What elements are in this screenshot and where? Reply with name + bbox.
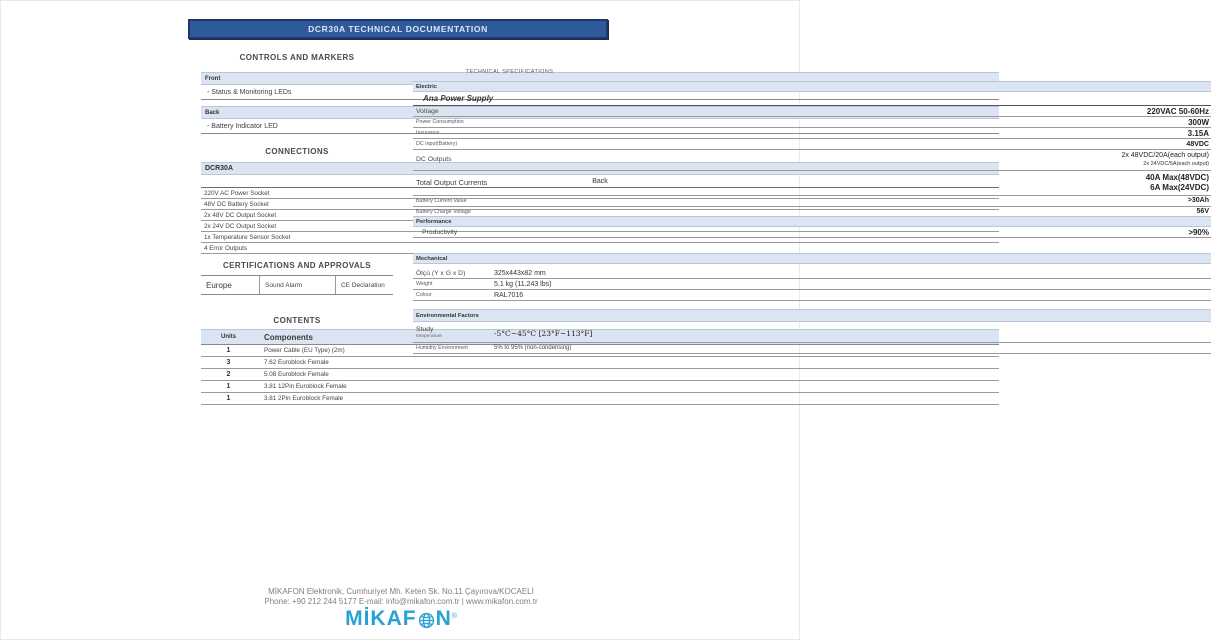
cert-item: CE Declaration <box>335 276 393 294</box>
connections-model: DCR30A <box>201 162 999 175</box>
units-column-header: Units <box>221 334 236 340</box>
cert-item: Sound Alarm <box>259 276 335 294</box>
spec-row-battery-charge-voltage: Battery Charge Voltage 56V <box>413 207 1211 218</box>
registered-mark: ® <box>451 612 457 620</box>
globe-icon <box>418 612 435 629</box>
back-header: Back <box>201 106 999 119</box>
environmental-table <box>413 309 1211 354</box>
connection-row: 4 Error Outputs <box>201 243 999 254</box>
connections-subheader: Back <box>201 175 999 188</box>
electric-header: Electric <box>413 81 1211 92</box>
contents-row: 1 3.81 2Pin Euroblock Female <box>201 393 999 405</box>
spec-row-battery-current: Battery Current Value >30Ah <box>413 196 1211 207</box>
spec-row-insurance: Insurance 3.15A <box>413 128 1211 139</box>
spec-row-temperature: Study temperature -5°C~45°C [23°F~113°F] <box>413 324 1211 343</box>
logo-text-prefix: MİKAF <box>345 607 417 630</box>
connection-row: 48V DC Battery Socket <box>201 199 999 210</box>
spec-row-dimensions: Ölçü (Y x G x D) 325x443x82 mm <box>413 268 1211 279</box>
performance-table <box>413 216 1211 238</box>
back-row: - Battery Indicator LED <box>201 119 999 134</box>
certifications-table <box>201 275 393 295</box>
front-row: - Status & Monitoring LEDs <box>201 85 999 100</box>
spec-row-humidity: Humidity Environment 5% to 95% (non-condensing) <box>413 343 1211 354</box>
performance-header: Performance <box>413 216 1211 227</box>
spec-row-dc-input: DC Input(Battery) 48VDC <box>413 139 1211 150</box>
spec-row-power-consumption: Power Consumption 300W <box>413 117 1211 128</box>
environmental-header: Environmental Factors <box>413 309 1211 322</box>
contents-row: 3 7.62 Euroblock Female <box>201 357 999 369</box>
front-header: Front <box>201 72 999 85</box>
connection-row: 1x Temperature Sensor Socket <box>201 232 999 243</box>
connection-row: 2x 24V DC Output Socket <box>201 221 999 232</box>
electric-subheader: Ana Power Supply <box>413 92 1211 106</box>
spec-row-dc-outputs: DC Outputs 2x 48VDC/20A(each output) 2x 24VDC/5A(each output) <box>413 150 1211 171</box>
connection-row: 220V AC Power Socket <box>201 188 999 199</box>
contents-heading: CONTENTS <box>273 316 321 325</box>
components-column-header: Components <box>264 332 313 342</box>
connection-row: 2x 48V DC Output Socket <box>201 210 999 221</box>
logo-text-suffix: N <box>435 607 452 630</box>
mechanical-header: Mechanical <box>413 253 1211 264</box>
spec-row-total-output-currents: Total Output Currents 40A Max(48VDC) 6A Max(24VDC) <box>413 171 1211 196</box>
spec-row-weight: Weight 5.1 kg (11.243 lbs) <box>413 279 1211 290</box>
contents-row: 1 3.81 12Pin Euroblock Female <box>201 381 999 393</box>
spec-row-productivity: Productivity >90% <box>413 227 1211 238</box>
spec-row-voltage: Voltage 220VAC 50-60Hz <box>413 106 1211 117</box>
controls-heading: CONTROLS AND MARKERS <box>239 53 355 62</box>
contents-row: 1 Power Cable (EU Type) (2m) <box>201 345 999 357</box>
certifications-heading: CERTIFICATIONS AND APPROVALS <box>222 261 372 270</box>
mechanical-table <box>413 253 1211 301</box>
footer-address: MİKAFON Elektronik, Cumhuriyet Mh. Keten Sk. No.11 Çayırova/KOCAELİ <box>268 587 534 596</box>
mikafon-logo <box>1 607 801 631</box>
contents-row: 2 5.08 Euroblock Female <box>201 369 999 381</box>
footer-contact: Phone: +90 212 244 5177 E-mail: info@mikafon.com.tr | www.mikafon.com.tr <box>264 597 538 606</box>
footer <box>1 587 801 607</box>
tech-specs-heading: TECHNICAL SPECIFICATIONS <box>465 69 554 75</box>
cert-region: Europe <box>206 280 232 290</box>
electric-table <box>413 81 1211 218</box>
connections-heading: CONNECTIONS <box>265 147 329 156</box>
spec-row-colour: Colour RAL7016 <box>413 290 1211 301</box>
document-title: DCR30A TECHNICAL DOCUMENTATION <box>308 24 488 34</box>
title-bar <box>188 19 608 39</box>
